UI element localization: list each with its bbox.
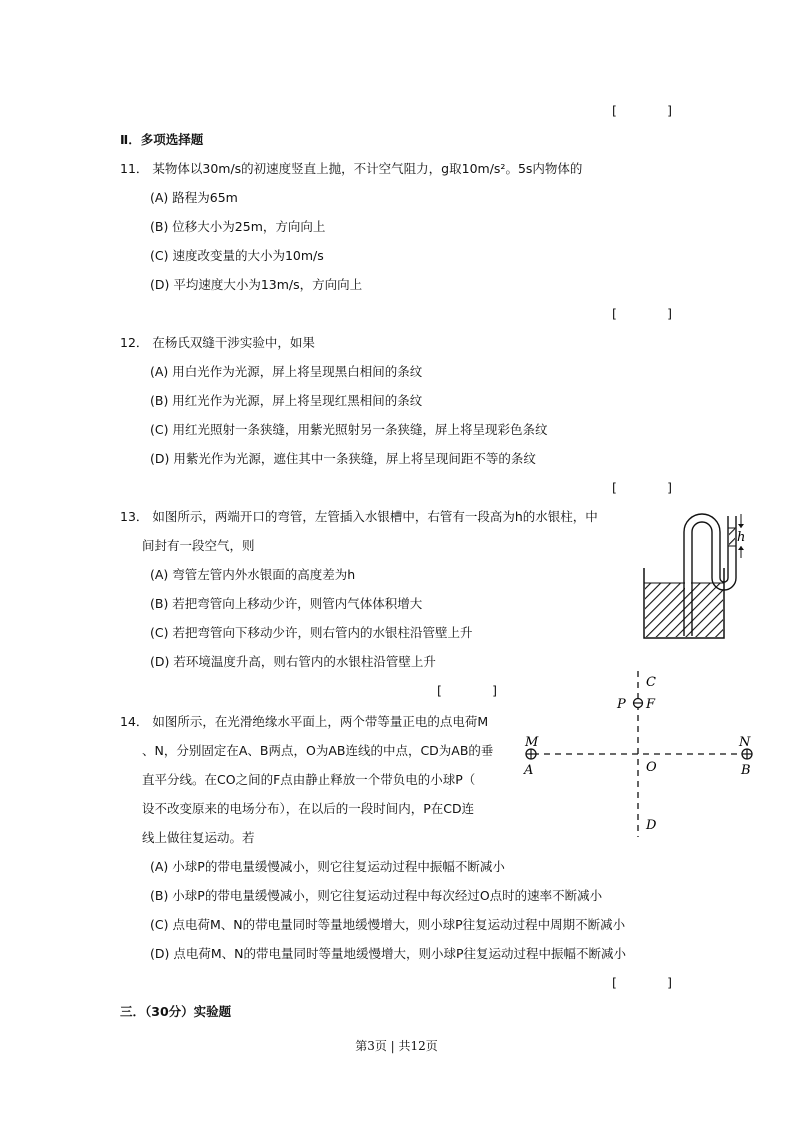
label-d: D bbox=[646, 818, 657, 833]
question-11-option-d: (D) 平均速度大小为13m/s，方向向上 bbox=[150, 277, 363, 292]
question-14-stem-line-2: 、N，分别固定在A、B两点，O为AB连线的中点，CD为AB的垂 bbox=[142, 743, 494, 758]
question-11-option-c: (C) 速度改变量的大小为10m/s bbox=[150, 248, 324, 263]
label-c: C bbox=[646, 675, 656, 690]
question-14-stem-line-1: 14． 如图所示，在光滑绝缘水平面上，两个带等量正电的点电荷M bbox=[120, 714, 489, 729]
label-f: F bbox=[646, 697, 656, 712]
question-12-option-d: (D) 用紫光作为光源，遮住其中一条狭缝，屏上将呈现间距不等的条纹 bbox=[150, 451, 536, 466]
label-p: P bbox=[617, 697, 626, 712]
label-n: N bbox=[739, 735, 751, 750]
question-14-option-b: (B) 小球P的带电量缓慢减小，则它往复运动过程中每次经过O点时的速率不断减小 bbox=[150, 888, 603, 903]
question-14-option-a: (A) 小球P的带电量缓慢减小，则它往复运动过程中振幅不断减小 bbox=[150, 859, 505, 874]
question-14-stem-line-5: 线上做往复运动。若 bbox=[142, 830, 255, 845]
question-13-option-b: (B) 若把弯管向上移动少许，则管内气体体积增大 bbox=[150, 596, 423, 611]
question-14-stem-line-4: 设不改变原来的电场分布），在以后的一段时间内，P在CD连 bbox=[142, 801, 475, 816]
label-o: O bbox=[646, 760, 657, 775]
page-footer: 第3页 | 共12页 bbox=[355, 1039, 438, 1053]
question-14-option-c: (C) 点电荷M、N的带电量同时等量地缓慢增大，则小球P往复运动过程中周期不断减小 bbox=[150, 917, 626, 932]
section-heading-multiple-choice: Ⅱ．多项选择题 bbox=[120, 132, 204, 147]
question-13-option-c: (C) 若把弯管向下移动少许，则右管内的水银柱沿管壁上升 bbox=[150, 625, 473, 640]
question-13-stem-line-1: 13． 如图所示，两端开口的弯管，左管插入水银槽中，右管有一段高为h的水银柱，中 bbox=[120, 509, 598, 524]
question-12-option-a: (A) 用白光作为光源，屏上将呈现黑白相间的条纹 bbox=[150, 364, 423, 379]
label-m: M bbox=[525, 735, 539, 750]
question-11-stem: 11． 某物体以30m/s的初速度竖直上抛，不计空气阻力，g取10m/s²。5s内物体的 bbox=[120, 161, 583, 176]
question-12-stem: 12． 在杨氏双缝干涉实验中，如果 bbox=[120, 335, 315, 350]
question-12-option-c: (C) 用红光照射一条狭缝，用紫光照射另一条狭缝，屏上将呈现彩色条纹 bbox=[150, 422, 548, 437]
question-11-option-b: (B) 位移大小为25m，方向向上 bbox=[150, 219, 326, 234]
question-11-option-a: (A) 路程为65m bbox=[150, 190, 238, 205]
question-13-option-d: (D) 若环境温度升高，则右管内的水银柱沿管壁上升 bbox=[150, 654, 436, 669]
question-14-option-d: (D) 点电荷M、N的带电量同时等量地缓慢增大，则小球P往复运动过程中振幅不断减小 bbox=[150, 946, 627, 961]
question-13-option-a: (A) 弯管左管内外水银面的高度差为h bbox=[150, 567, 356, 582]
section-heading-experiment: 三．（30分）实验题 bbox=[120, 1004, 232, 1019]
height-label: h bbox=[737, 530, 746, 545]
question-12-option-b: (B) 用红光作为光源，屏上将呈现红黑相间的条纹 bbox=[150, 393, 423, 408]
question-14-stem-line-3: 直平分线。在CO之间的F点由静止释放一个带负电的小球P（ bbox=[142, 772, 476, 787]
question-13-stem-line-2: 间封有一段空气，则 bbox=[142, 538, 255, 553]
label-a: A bbox=[524, 763, 534, 778]
point-charges-figure bbox=[515, 665, 765, 840]
bent-tube-figure bbox=[636, 508, 748, 644]
label-b: B bbox=[741, 763, 751, 778]
